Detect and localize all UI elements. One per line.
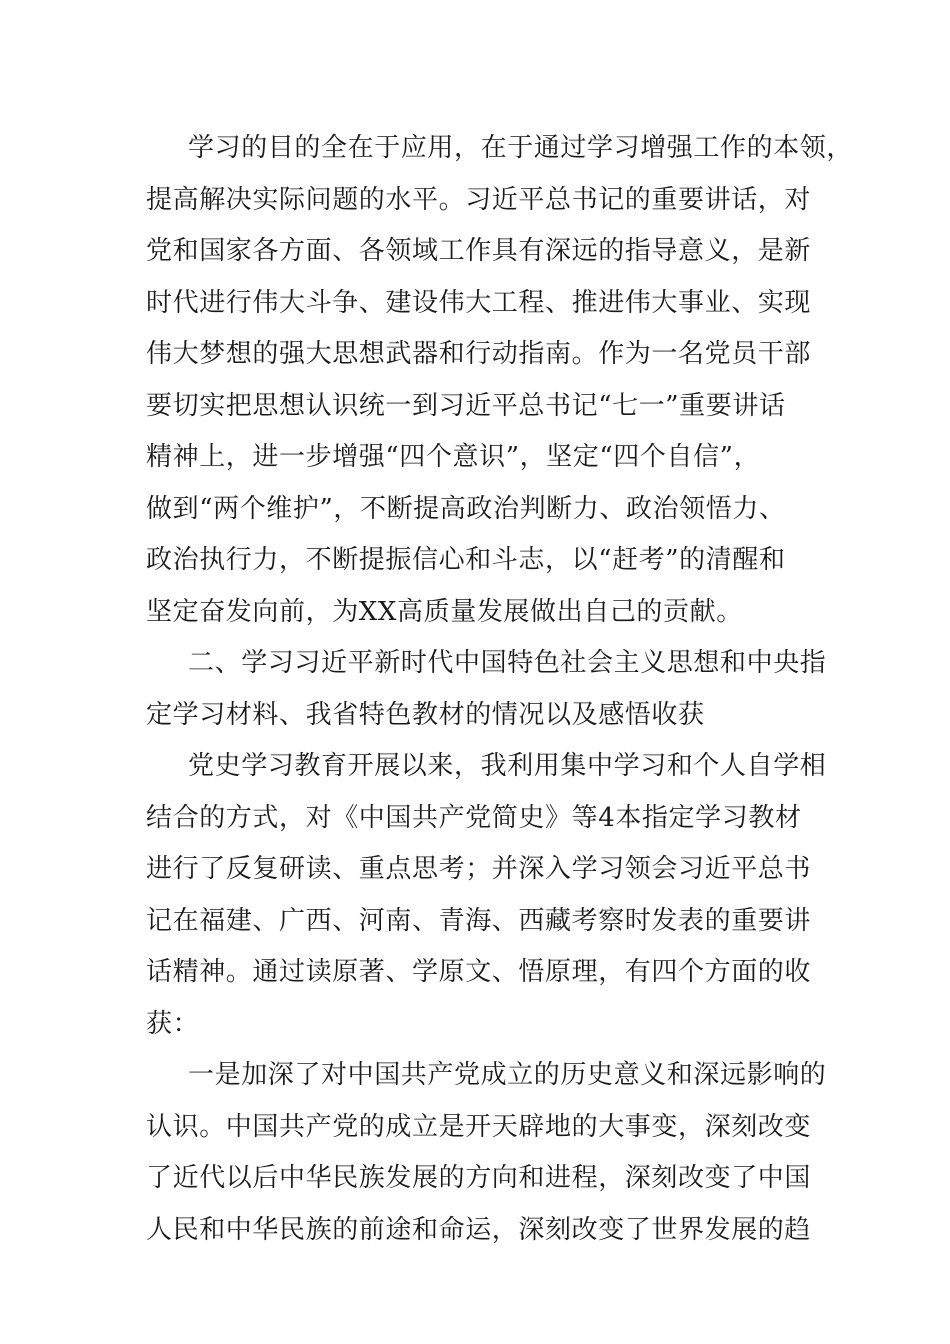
text-line: 时代进行伟大斗争、建设伟大工程、推进伟大事业、实现 — [146, 288, 812, 318]
text-line: 提高解决实际问题的水平。习近平总书记的重要讲话，对 — [146, 185, 812, 215]
text-line: 学习的目的全在于应用，在于通过学习增强工作的本领， — [188, 133, 854, 163]
text-line: 认识。中国共产党的成立是开天辟地的大事变，深刻改变 — [146, 1112, 812, 1142]
text-line: 做到“两个维护”，不断提高政治判断力、政治领悟力、 — [146, 494, 786, 524]
text-line: 人民和中华民族的前途和命运，深刻改变了世界发展的趋 — [146, 1215, 812, 1245]
text-line: 结合的方式，对《中国共产党简史》等4本指定学习教材 — [146, 803, 802, 833]
text-line: 获： — [146, 1009, 200, 1039]
text-line: 坚定奋发向前，为XX高质量发展做出自己的贡献。 — [146, 597, 743, 627]
section-heading-line: 二、学习习近平新时代中国特色社会主义思想和中央指 — [188, 648, 827, 678]
section-heading-line: 定学习材料、我省特色教材的情况以及感悟收获 — [146, 700, 705, 730]
text-line: 了近代以后中华民族发展的方向和进程，深刻改变了中国 — [146, 1163, 812, 1193]
text-line: 政治执行力，不断提振信心和斗志，以“赶考”的清醒和 — [146, 545, 786, 575]
text-line: 精神上，进一步增强“四个意识”，坚定“四个自信”， — [146, 442, 761, 472]
text-line: 记在福建、广西、河南、青海、西藏考察时发表的重要讲 — [146, 906, 812, 936]
text-line: 党和国家各方面、各领域工作具有深远的指导意义，是新 — [146, 236, 812, 266]
text-line: 要切实把思想认识统一到习近平总书记“七一”重要讲话 — [146, 391, 786, 421]
text-line: 党史学习教育开展以来，我利用集中学习和个人自学相 — [188, 751, 827, 781]
text-line: 话精神。通过读原著、学原文、悟原理，有四个方面的收 — [146, 957, 812, 987]
text-line: 进行了反复研读、重点思考；并深入学习领会习近平总书 — [146, 854, 812, 884]
text-line: 一是加深了对中国共产党成立的历史意义和深远影响的 — [188, 1060, 827, 1090]
text-line: 伟大梦想的强大思想武器和行动指南。作为一名党员干部 — [146, 339, 812, 369]
